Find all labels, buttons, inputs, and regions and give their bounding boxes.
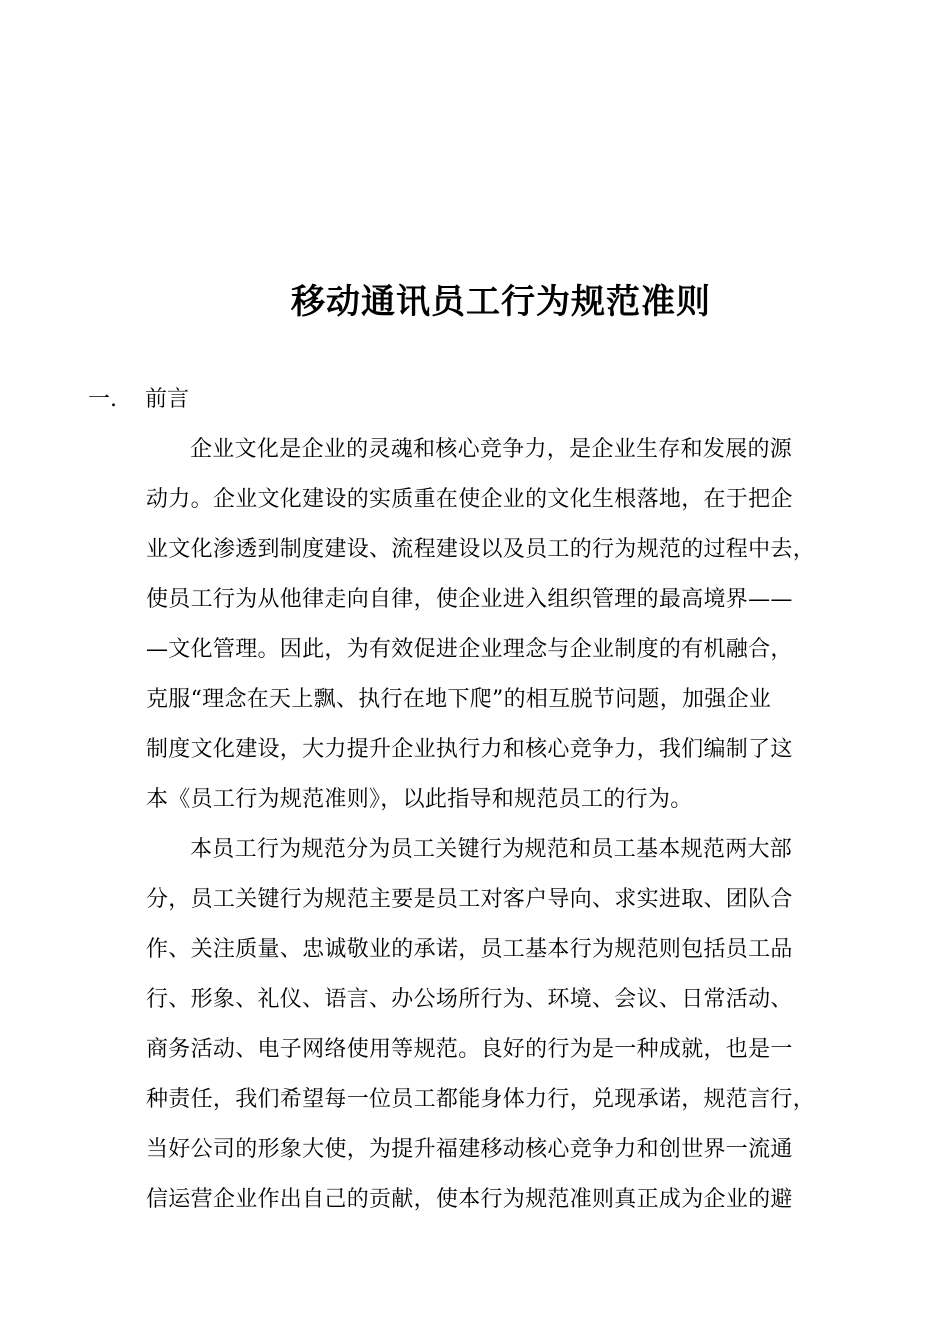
- paragraph-line: 本《员工行为规范准则》，以此指导和规范员工的行为。: [146, 787, 693, 812]
- paragraph-line: 克服“理念在天上飘、执行在地下爬”的相互脱节问题，加强企业: [146, 687, 772, 712]
- section-number: 一.: [88, 387, 117, 412]
- document-title: 移动通讯员工行为规范准则: [291, 282, 711, 322]
- paragraph-line: 使员工行为从他律走向自律，使企业进入组织管理的最高境界——: [146, 587, 793, 612]
- paragraph-line: 行、形象、礼仪、语言、办公场所行为、环境、会议、日常活动、: [146, 987, 793, 1012]
- paragraph-line: 动力。企业文化建设的实质重在使企业的文化生根落地，在于把企: [146, 487, 793, 512]
- paragraph-line: 业文化渗透到制度建设、流程建设以及员工的行为规范的过程中去，: [146, 537, 816, 562]
- paragraph-line: 商务活动、电子网络使用等规范。良好的行为是一种成就，也是一: [146, 1037, 793, 1062]
- paragraph-line: 作、关注质量、忠诚敬业的承诺，员工基本行为规范则包括员工品: [146, 937, 793, 962]
- paragraph-line: 制度文化建设，大力提升企业执行力和核心竞争力，我们编制了这: [146, 737, 793, 762]
- paragraph-line: 本员工行为规范分为员工关键行为规范和员工基本规范两大部: [190, 837, 793, 862]
- paragraph-line: 信运营企业作出自己的贡献，使本行为规范准则真正成为企业的避: [146, 1187, 793, 1212]
- paragraph-line: 当好公司的形象大使，为提升福建移动核心竞争力和创世界一流通: [146, 1137, 793, 1162]
- paragraph-line: —文化管理。因此，为有效促进企业理念与企业制度的有机融合，: [146, 637, 793, 662]
- section-heading: [88, 384, 189, 416]
- paragraph-line: 分，员工关键行为规范主要是员工对客户导向、求实进取、团队合: [146, 887, 793, 912]
- section-title: 前言: [145, 387, 190, 412]
- paragraph-line: 种责任，我们希望每一位员工都能身体力行，兑现承诺，规范言行，: [146, 1087, 816, 1112]
- paragraph-line: 企业文化是企业的灵魂和核心竞争力，是企业生存和发展的源: [190, 437, 793, 462]
